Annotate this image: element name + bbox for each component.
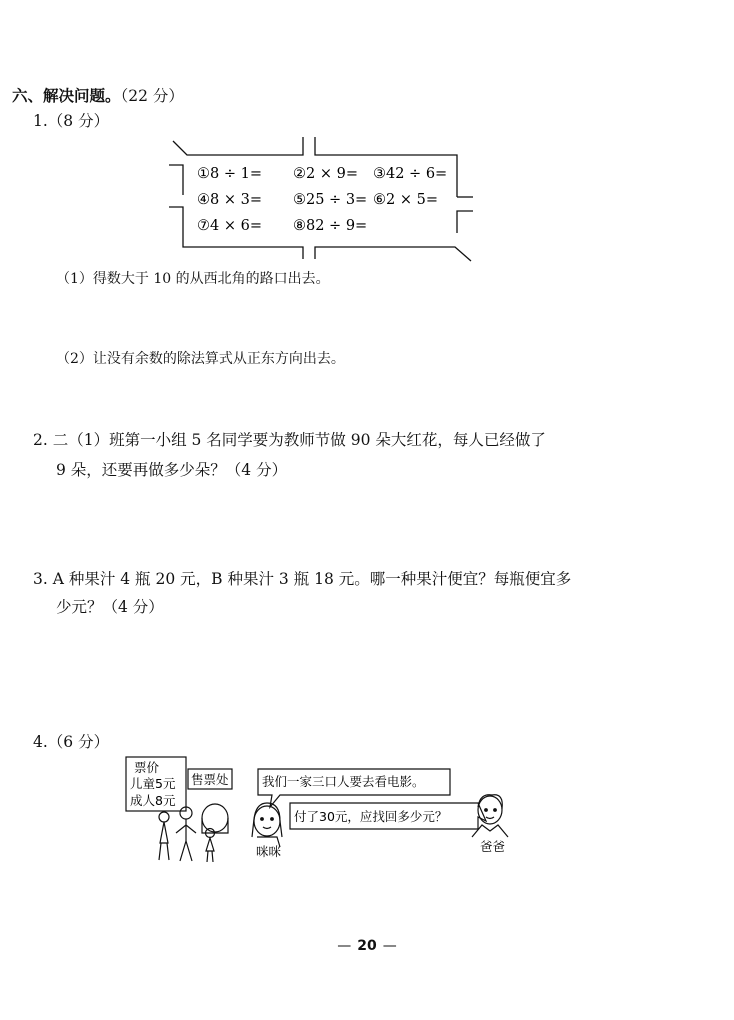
page-number bbox=[0, 938, 734, 954]
page-number-dash-right: — bbox=[382, 938, 397, 954]
section-points: （22 分） bbox=[120, 87, 184, 105]
expression-2: ②2 × 9= bbox=[293, 166, 358, 182]
expression-6: ⑥2 × 5= bbox=[373, 192, 438, 208]
q4-illustration bbox=[120, 755, 530, 870]
expression-5: ⑤25 ÷ 3= bbox=[293, 192, 368, 208]
q3-line1: 3. A 种果汁 4 瓶 20 元，B 种果汁 3 瓶 18 元。哪一种果汁便宜？每瓶便宜多 bbox=[33, 570, 572, 588]
speech-text-2: 付了30元，应找回多少元？ bbox=[294, 809, 448, 824]
q2-line2: 9 朵，还要再做多少朵？（4 分） bbox=[56, 461, 288, 479]
dad-icon bbox=[472, 795, 508, 837]
q1-label: 1.（8 分） bbox=[33, 112, 110, 130]
maze-diagram bbox=[165, 133, 485, 263]
page-number-dash-left: — bbox=[337, 938, 352, 954]
maze-wall-top-left bbox=[173, 137, 303, 155]
page-number-value: 20 bbox=[357, 938, 377, 954]
price-sign-title: 票价 bbox=[134, 760, 160, 775]
expression-1: ①8 ÷ 1= bbox=[197, 166, 262, 182]
dad-name: 爸爸 bbox=[480, 839, 506, 854]
maze-wall-left-upper bbox=[169, 165, 183, 195]
section-title bbox=[12, 84, 184, 106]
expression-8: ⑧82 ÷ 9= bbox=[293, 218, 368, 234]
speech-text-1: 我们一家三口人要去看电影。 bbox=[262, 774, 425, 789]
expression-3: ③42 ÷ 6= bbox=[373, 166, 448, 182]
expression-7: ⑦4 × 6= bbox=[197, 218, 262, 234]
maze-wall-east-lower bbox=[457, 211, 473, 233]
section-title-text: 六、解决问题。 bbox=[12, 86, 121, 105]
family-group-icon bbox=[159, 807, 215, 862]
girl-mimi-icon bbox=[252, 803, 282, 847]
ticket-window-icon bbox=[202, 804, 228, 832]
q2-line1: 2. 二（1）班第一小组 5 名同学要为教师节做 90 朵大红花，每人已经做了 bbox=[33, 431, 546, 449]
price-child: 儿童5元 bbox=[130, 776, 176, 791]
q4-label: 4.（6 分） bbox=[33, 733, 110, 751]
expression-4: ④8 × 3= bbox=[197, 192, 262, 208]
q1-sub1: （1）得数大于 10 的从西北角的路口出去。 bbox=[56, 271, 330, 287]
girl-name: 咪咪 bbox=[256, 844, 282, 859]
q3-line2: 少元？（4 分） bbox=[56, 598, 164, 616]
maze-wall-bottom-right bbox=[315, 247, 471, 261]
price-adult: 成人8元 bbox=[130, 793, 176, 808]
q1-sub2: （2）让没有余数的除法算式从正东方向出去。 bbox=[56, 351, 345, 367]
ticket-office-label: 售票处 bbox=[191, 772, 229, 787]
